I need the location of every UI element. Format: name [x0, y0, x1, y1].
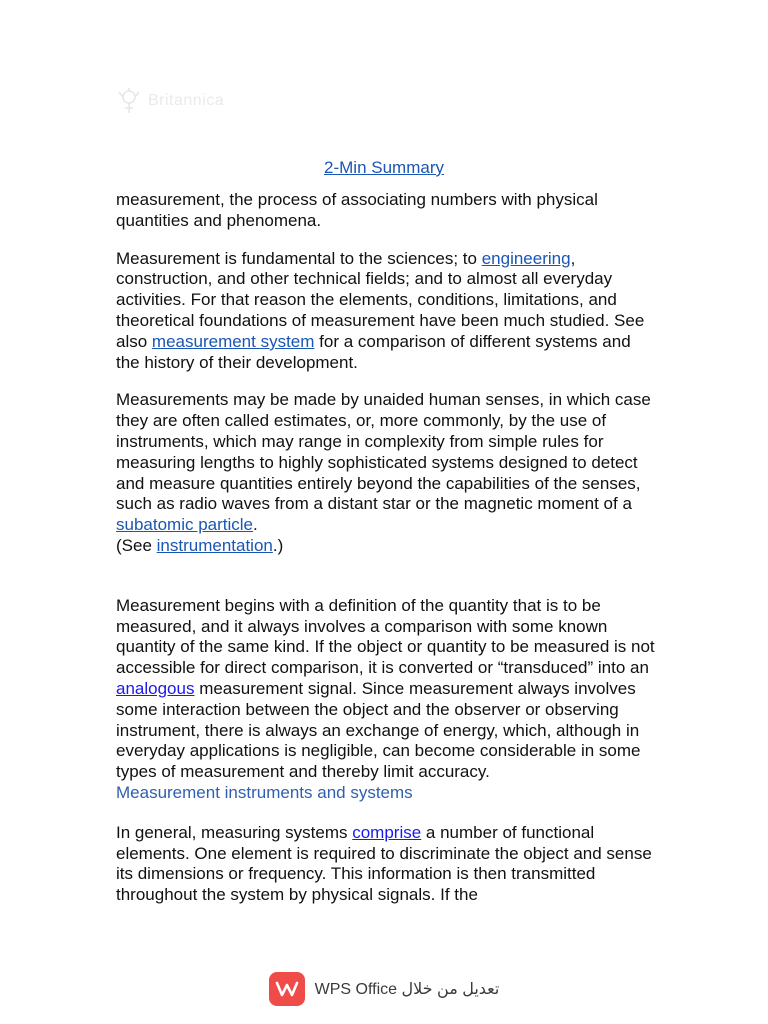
summary-title-link[interactable]: 2-Min Summary — [324, 158, 444, 177]
wps-footer[interactable] — [0, 972, 768, 1006]
page-title — [0, 158, 768, 178]
comprise-link[interactable]: comprise — [352, 822, 422, 842]
thistle-icon — [116, 88, 142, 114]
instrumentation-link[interactable]: instrumentation — [156, 535, 273, 555]
paragraph-definition-quantity: Measurement begins with a definition of the quantity that is to be measured, and it always involves a comparison with some known quantity of the same kind. If the object or quantity to be measured is not accessible for direct comparison, it is converted or “transduced” into an analogous measurement signal. Since measurement always involves some interaction between the object and the observer or observing instrument, there is always an exchange of energy, which, although in everyday applications is negligible, can become considerable in some types of measurement and thereby limit accuracy. — [116, 595, 655, 782]
watermark-text: Britannica — [148, 92, 225, 109]
paragraph-systems: In general, measuring systems comprise a number of functional elements. One element is required to discriminate the object and sense its dimensions or frequency. This information is then transmitted throughout the system by physical signals. If the — [116, 822, 652, 905]
term: measurement — [116, 190, 220, 209]
analogous-link[interactable]: analogous — [116, 678, 195, 698]
article-body — [116, 190, 656, 923]
paragraph-fundamental: Measurement is fundamental to the sciences; to engineering, construction, and other technical fields; and to almost all everyday activities. For that reason the elements, conditions, limitations, and theoretical foundations of measurement have been much studied. See also measurement system for a comparison of different systems and the history of their development. — [116, 248, 645, 372]
engineering-link[interactable]: engineering — [481, 248, 571, 268]
watermark — [116, 88, 224, 114]
paragraph-senses: Measurements may be made by unaided human senses, in which case they are often called estimates, or, more commonly, by the use of instruments, which may range in complexity from simple rules for measuring lengths to highly sophisticated systems designed to detect and measure quantities entirely beyond the capabilities of the senses, such as radio waves from a distant star or the magnetic moment of a subatomic particle. (See instrumentation.) — [116, 390, 651, 555]
section-heading: Measurement instruments and systems — [116, 782, 413, 802]
footer-text: WPS Office تعديل من خلال — [314, 981, 500, 998]
subatomic-particle-link[interactable]: subatomic particle — [116, 515, 254, 535]
wps-logo-icon — [269, 972, 305, 1006]
paragraph-definition: measurement, the process of associating numbers with physical quantities and phenomena. — [116, 190, 598, 230]
measurement-system-link[interactable]: measurement system — [151, 331, 315, 351]
